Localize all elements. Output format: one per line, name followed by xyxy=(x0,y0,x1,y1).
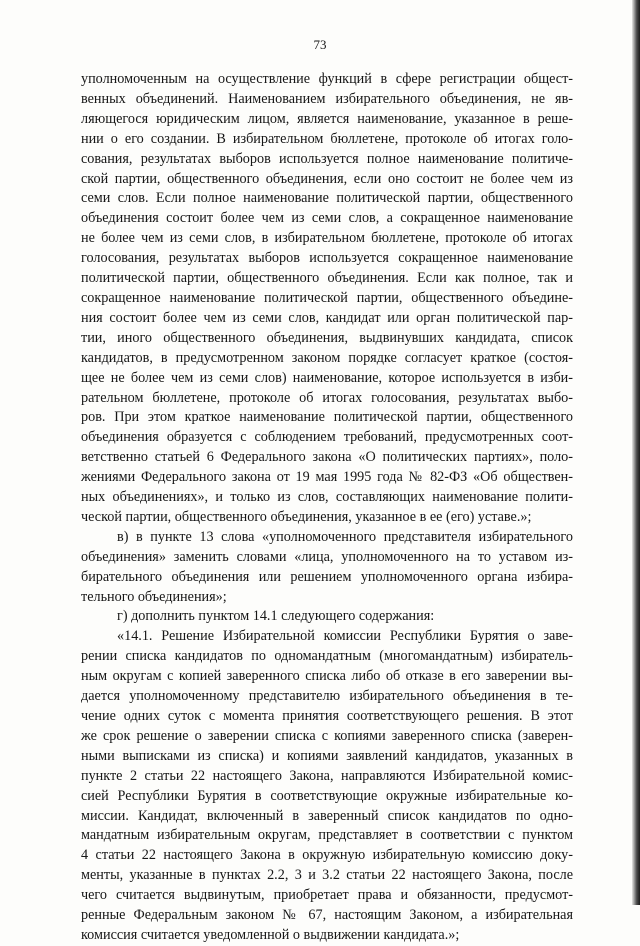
text-line: ренные Федеральным законом № 67, настоящим Законом, а избирательная xyxy=(81,907,573,924)
text-line: жениями Федерального закона от 19 мая 1995 года № 82-ФЗ «Об обществен- xyxy=(81,469,573,486)
text-line: уполномоченным на осуществление функций в сфере регистрации общест- xyxy=(81,71,573,87)
text-line: сией Республики Бурятия в соответствующие окружные избирательные ко- xyxy=(81,787,573,804)
text-line: политической партии, общественного объединения. Если как полное, так и xyxy=(81,270,573,287)
text-line: кандидатов, в предусмотренном законом порядке согласует краткое (состоя- xyxy=(81,349,573,366)
text-line: дается уполномоченному представителю избирательного объединения в те- xyxy=(81,688,573,705)
text-line: голосования, результатах выборов используется сокращенное наименование xyxy=(81,250,573,267)
document-body xyxy=(81,70,573,946)
text-line: менты, указанные в пунктах 2.2, 3 и 3.2 статьи 22 настоящего Закона, после xyxy=(81,867,573,884)
text-line: ческой партии, общественного объединения, указанное в ее (его) уставе.»; xyxy=(81,508,532,525)
text-line: объединения состоит более чем из семи слов, а сокращенное наименование xyxy=(81,210,573,227)
text-line: чение одних суток с момента принятия соответствующего решения. В этот xyxy=(81,708,573,724)
text-line: чего считается выдвинутым, приобретает права и обязанности, предусмот- xyxy=(81,887,573,904)
text-line: ской партии, общественного объединения, если оно состоит не более чем из xyxy=(81,170,573,187)
text-line: тельного объединения»; xyxy=(81,588,227,605)
text-line: объединения» заменить словами «лица, уполномоченного на то уставом из- xyxy=(81,548,573,565)
text-line: щее не более чем из семи слов) наименование, которое используется в изби- xyxy=(81,369,573,386)
scan-shadow-edge xyxy=(632,0,640,905)
text-line: венных объединений. Наименованием избирательного объединения, не яв- xyxy=(81,90,573,107)
text-line: ветственно статьей 6 Федерального закона «О политических партиях», поло- xyxy=(81,449,573,466)
text-line: тии, иного общественного объединения, выдвинувших кандидата, список xyxy=(81,329,573,346)
text-line: в) в пункте 13 слова «уполномоченного представителя избирательного xyxy=(117,528,573,545)
text-line: сокращенное наименование политической партии, общественного объедине- xyxy=(81,289,573,306)
text-line: г) дополнить пунктом 14.1 следующего содержания: xyxy=(117,608,435,625)
text-line: бирательного объединения или решением уполномоченного органа избира- xyxy=(81,568,573,585)
text-line: миссии. Кандидат, включенный в заверенный список кандидатов по одно- xyxy=(81,807,573,824)
text-line: сования, результатах выборов используется полное наименование политиче- xyxy=(81,150,573,167)
text-line: объединения образуется с соблюдением требований, предусмотренных соот- xyxy=(81,429,573,446)
text-line: «14.1. Решение Избирательной комиссии Республики Бурятия о заве- xyxy=(117,628,573,645)
text-line: семи слов. Если полное наименование политической партии, общественного xyxy=(81,190,573,207)
text-line: ров. При этом краткое наименование политической партии, общественного xyxy=(81,409,573,426)
text-line: ляющегося юридическим лицом, является наименование, указанное в реше- xyxy=(81,110,573,127)
text-line: мандатным избирательным округам, представляет в соответствии с пунктом xyxy=(81,827,573,844)
text-line: же срок решение о заверении списка с копиями заверенного списка (заверен- xyxy=(81,727,573,744)
text-line: 4 статьи 22 настоящего Закона в окружную избирательную комиссию доку- xyxy=(81,847,573,864)
text-line: пункте 2 статьи 22 настоящего Закона, направляются Избирательной комис- xyxy=(81,767,573,784)
text-line: ным округам с копией заверенного списка либо об отказе в его заверении вы- xyxy=(81,668,573,685)
text-line: комиссия считается уведомленной о выдвижении кандидата.»; xyxy=(81,926,460,943)
text-line: ния состоит более чем из семи слов, кандидат или орган политической пар- xyxy=(81,309,573,326)
text-line: не более чем из семи слов, в избирательном бюллетене, протоколе об итогах xyxy=(81,230,573,247)
text-line: нии о его создании. В избирательном бюллетене, протоколе об итогах голо- xyxy=(81,130,573,147)
text-line: ными выписками из списка) и копиями заявлений кандидатов, указанных в xyxy=(81,747,573,764)
page-number: 73 xyxy=(313,37,327,52)
text-line: рательном бюллетене, протоколе об итогах голосования, результатах выбо- xyxy=(81,389,573,406)
text-line: ных объединениях», и только из слов, составляющих наименование полити- xyxy=(81,489,573,506)
text-line: рении списка кандидатов по одномандатным (многомандатным) избиратель- xyxy=(81,648,573,665)
